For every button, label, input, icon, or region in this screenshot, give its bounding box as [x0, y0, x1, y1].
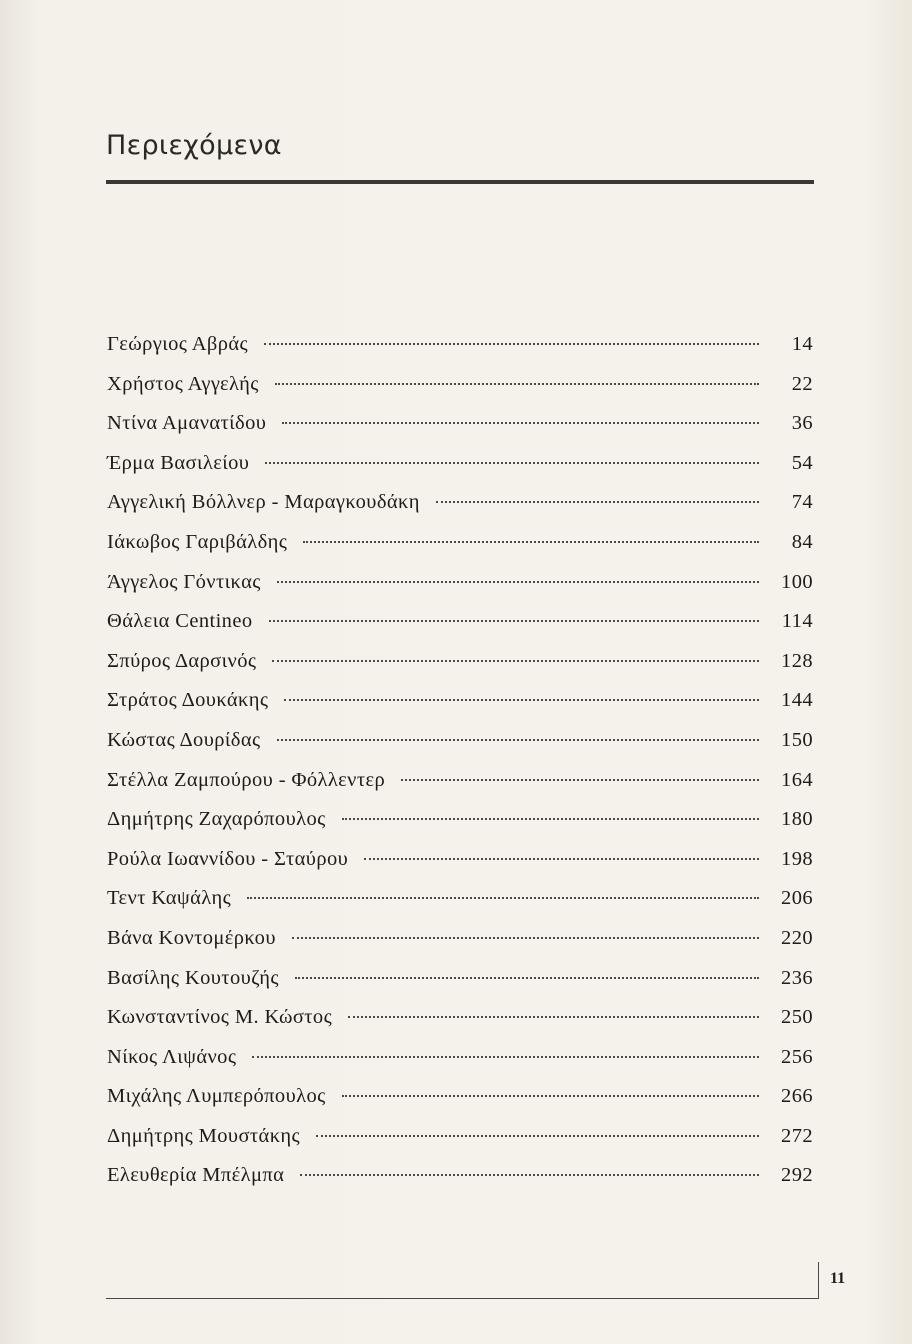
toc-entry-page: 100 — [781, 570, 813, 593]
toc-entry-page: 250 — [781, 1006, 813, 1029]
toc-entry-page: 256 — [781, 1045, 813, 1068]
dot-leader — [364, 858, 759, 860]
toc-entry — [107, 531, 813, 571]
toc-entry-page: 272 — [781, 1124, 813, 1147]
toc-entry-page: 36 — [791, 412, 813, 435]
toc-entry-page: 206 — [781, 887, 813, 910]
toc-entry — [107, 1046, 813, 1086]
toc-entry-page: 74 — [791, 491, 813, 514]
toc-entry-name: Ντίνα Αμανατίδου — [107, 412, 267, 435]
toc-entry-name: Ιάκωβος Γαριβάλδης — [107, 530, 288, 553]
dot-leader — [269, 620, 760, 622]
toc-entry — [107, 769, 813, 809]
toc-entry-page: 22 — [791, 372, 813, 395]
dot-leader — [342, 1095, 759, 1097]
toc-entry-page: 14 — [791, 333, 813, 355]
dot-leader — [342, 818, 759, 820]
toc-entry — [107, 412, 813, 452]
toc-entry-page: 292 — [781, 1164, 813, 1187]
toc-entry-name: Αγγελική Βόλλνερ - Μαραγκουδάκη — [107, 491, 420, 514]
toc-entry-name: Στέλλα Ζαμπούρου - Φόλλεντερ — [107, 768, 386, 791]
dot-leader — [247, 897, 759, 899]
toc-entry — [107, 491, 813, 531]
toc-entry — [107, 610, 813, 650]
dot-leader — [303, 541, 759, 543]
table-of-contents — [107, 333, 813, 1204]
toc-entry-page: 266 — [781, 1085, 813, 1108]
toc-entry — [107, 452, 813, 492]
toc-entry-name: Ελευθερία Μπέλμπα — [107, 1164, 285, 1187]
toc-entry-name: Θάλεια Centineo — [107, 610, 253, 633]
toc-entry-page: 180 — [781, 808, 813, 831]
toc-entry-name: Δημήτρης Μουστάκης — [107, 1124, 301, 1147]
footer-divider — [818, 1262, 819, 1299]
toc-entry-name: Σπύρος Δαρσινός — [107, 649, 257, 672]
dot-leader — [295, 977, 759, 979]
dot-leader — [300, 1174, 759, 1176]
toc-entry-page: 144 — [781, 689, 813, 712]
toc-entry-name: Γεώργιος Αβράς — [107, 333, 249, 355]
toc-entry — [107, 967, 813, 1007]
dot-leader — [348, 1016, 759, 1018]
toc-entry-name: Κώστας Δουρίδας — [107, 728, 261, 751]
toc-entry-page: 114 — [781, 610, 813, 633]
toc-entry — [107, 571, 813, 611]
dot-leader — [284, 699, 759, 701]
dot-leader — [277, 581, 759, 583]
toc-entry — [107, 1085, 813, 1125]
toc-entry-page: 164 — [781, 768, 813, 791]
dot-leader — [282, 422, 759, 424]
toc-entry-page: 220 — [781, 926, 813, 949]
dot-leader — [265, 462, 759, 464]
dot-leader — [277, 739, 759, 741]
dot-leader — [316, 1135, 759, 1137]
toc-entry-name: Τεντ Καψάλης — [107, 887, 232, 910]
dot-leader — [436, 501, 759, 503]
toc-entry-name: Βάνα Κοντομέρκου — [107, 926, 276, 949]
toc-entry-page: 128 — [781, 649, 813, 672]
toc-entry-name: Στράτος Δουκάκης — [107, 689, 269, 712]
toc-entry — [107, 1125, 813, 1165]
dot-leader — [275, 383, 759, 385]
toc-entry — [107, 689, 813, 729]
toc-entry — [107, 1006, 813, 1046]
dot-leader — [264, 343, 759, 345]
toc-entry — [107, 808, 813, 848]
toc-entry-page: 54 — [791, 451, 813, 474]
toc-entry — [107, 650, 813, 690]
toc-entry-page: 198 — [781, 847, 813, 870]
toc-entry — [107, 887, 813, 927]
toc-entry — [107, 848, 813, 888]
toc-entry — [107, 333, 813, 373]
footer-rule — [106, 1298, 818, 1299]
toc-entry-name: Ρούλα Ιωαννίδου - Σταύρου — [107, 847, 349, 870]
toc-entry-name: Χρήστος Αγγελής — [107, 372, 259, 395]
toc-entry-name: Δημήτρης Ζαχαρόπουλος — [107, 808, 326, 831]
page-heading: Περιεχόμενα — [106, 130, 282, 161]
toc-entry-name: Μιχάλης Λυμπερόπουλος — [107, 1085, 326, 1108]
toc-entry-name: Βασίλης Κουτουζής — [107, 966, 279, 989]
toc-entry-name: Νίκος Λιψάνος — [107, 1045, 237, 1068]
toc-entry-page: 84 — [791, 530, 813, 553]
dot-leader — [292, 937, 759, 939]
toc-entry-page: 236 — [781, 966, 813, 989]
dot-leader — [272, 660, 759, 662]
toc-entry — [107, 373, 813, 413]
toc-entry-name: Κωνσταντίνος Μ. Κώστος — [107, 1006, 333, 1029]
toc-entry-name: Έρμα Βασιλείου — [107, 451, 250, 474]
toc-entry-page: 150 — [781, 728, 813, 751]
heading-rule — [106, 180, 814, 184]
toc-entry — [107, 1164, 813, 1204]
toc-entry — [107, 927, 813, 967]
page-number: 11 — [830, 1270, 846, 1287]
toc-entry-name: Άγγελος Γόντικας — [107, 570, 261, 593]
dot-leader — [401, 779, 759, 781]
toc-entry — [107, 729, 813, 769]
dot-leader — [252, 1056, 759, 1058]
